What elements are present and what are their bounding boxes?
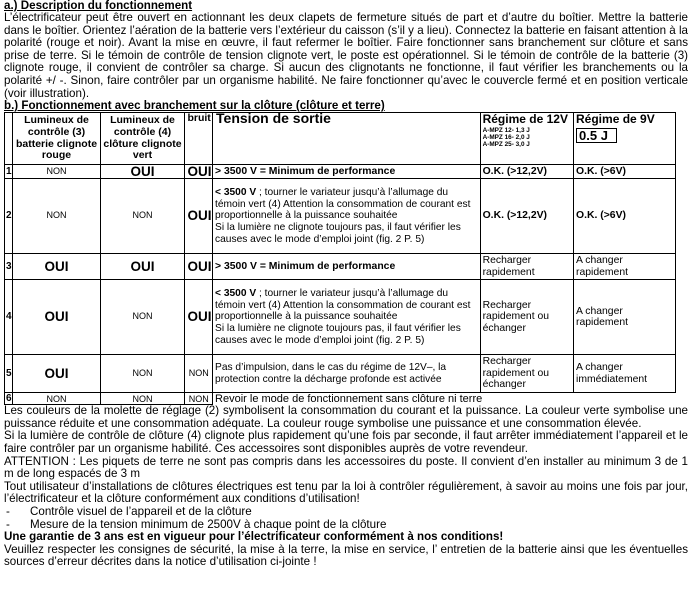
cell-regime-12v: Recharger rapidement ou échanger [480, 355, 573, 393]
cell-fence-light: OUI [100, 165, 185, 179]
cell-output-voltage [213, 179, 481, 254]
header-fence-light: Lumineux de contrôle (4) clôture clignote vert [100, 113, 185, 165]
cell-regime-9v: O.K. (>6V) [574, 165, 676, 179]
dash-bullet: - [6, 517, 10, 531]
header-output-voltage: Tension de sortie [213, 113, 481, 165]
table-row [5, 280, 676, 355]
row-number: 6 [5, 392, 12, 404]
check-list [4, 506, 688, 531]
header-battery-light: Lumineux de contrôle (3) batterie clignote rouge [13, 113, 100, 165]
regime-9v-label: Régime de 9V [576, 112, 655, 127]
row-number: 1 [5, 165, 12, 177]
table-row [5, 254, 676, 280]
cell-battery-light: OUI [13, 254, 100, 280]
paragraph-fence-light: Si la lumière de contrôle de clôture (4) clignote plus rapidement qu’une fois par seconde, il faut arrêter immédiatement l’appareil et le faire contrôler par un organisme habilité. Ces accessoires sont disponibles auprès de votre revendeur. [4, 429, 688, 455]
cell-output-voltage: Revoir le mode de fonctionnement sans clôture ni terre [213, 393, 676, 405]
check-text: Contrôle visuel de l’appareil et de la clôture [30, 504, 252, 518]
paragraph-attention: ATTENTION : Les piquets de terre ne sont pas compris dans les accessoires du poste. Il convient d’en installer au minimum 3 de 1 m de long espacés de 3 m [4, 454, 688, 481]
voltage-instruction: ; tourner le variateur jusqu’à l’allumage du témoin vert (4) Attention la consommation de courant est proportionnelle à la puissance souhaitée [215, 187, 471, 222]
section-b-title: b.) Fonctionnement avec branchement sur la clôture (clôture et terre) [4, 99, 385, 113]
cell-regime-12v: Recharger rapidement ou échanger [480, 280, 573, 355]
cell-fence-light: NON [100, 179, 185, 254]
voltage-instruction: ; tourner le variateur jusqu’à l’allumage du témoin vert (4) Attention la consommation de courant est proportionnelle à la puissance souhaitée [215, 288, 471, 323]
row-number: 5 [5, 355, 13, 393]
cell-output-voltage [213, 280, 481, 355]
cell-noise: OUI [185, 280, 213, 355]
cell-output-voltage: > 3500 V = Minimum de performance [213, 165, 481, 179]
voltage-threshold: < 3500 V [215, 187, 257, 199]
cell-fence-light: OUI [100, 254, 185, 280]
cell-fence-light: NON [100, 280, 185, 355]
table-row [5, 165, 676, 179]
cell-regime-12v: O.K. (>12,2V) [480, 179, 573, 254]
cell-noise: NON [185, 355, 213, 393]
cell-fence-light: NON [100, 355, 185, 393]
list-item [4, 519, 688, 532]
energy-box: 0.5 J [576, 128, 617, 143]
cell-regime-9v: O.K. (>6V) [574, 179, 676, 254]
model-line: A-MPZ 12- 1,3 J [482, 127, 530, 135]
header-regime-9v [574, 113, 676, 165]
dash-bullet: - [6, 504, 10, 518]
paragraph-final: Veuillez respecter les consignes de sécurité, la mise à la terre, la mise en service, l’ entretien de la batterie ainsi que les éventuelles sources d’erreur décrites dans la notice d’utilisation ci-jointe ! [4, 542, 688, 569]
model-line: A-MPZ 16- 2,0 J [482, 134, 530, 142]
cell-fence-light: NON [100, 393, 185, 405]
cell-output-voltage: > 3500 V = Minimum de performance [213, 254, 481, 280]
section-a-text: L’électrificateur peut être ouvert en actionnant les deux clapets de fermeture situés de part et d’autre du boîtier. Mettre la batterie dans le boîtier. Orientez l’aération de la batterie vers l’extérieur du caisson (s’il y a lieu). Connectez la batterie en faisant attention à la polarité (rouge et noir). Avant la mise en œuvre, il faut refermer le boîtier. Faire fonctionner sans branchement sur clôture et sans prise de terre. Si le témoin de contrôle de tension clignote vert, le poste est opérationnel. Si le témoin de contrôle de la batterie (3) clignote rouge, il convient de contrôler sa charge. Si aucun des clignotants ne fonctionne, il faut vérifier les branchements ou la polarité +/ -. Sinon, faire contrôler par un organisme habilité. Ne faire fonctionner qu’avec le couvercle fermé et en position verticale (voir illustration). [4, 11, 688, 100]
cell-regime-9v: A changer rapidement [574, 280, 676, 355]
table-header-row [5, 113, 676, 165]
header-num [5, 113, 13, 165]
voltage-threshold: < 3500 V [215, 288, 257, 300]
cell-regime-9v: A changer rapidement [574, 254, 676, 280]
cell-noise: OUI [185, 254, 213, 280]
cell-regime-12v: O.K. (>12,2V) [480, 165, 573, 179]
cell-noise: NON [185, 393, 213, 405]
regime-12v-label: Régime de 12V [482, 112, 568, 127]
section-a-title: a.) Description du fonctionnement [4, 0, 193, 12]
cell-battery-light: OUI [13, 355, 100, 393]
voltage-followup: Si la lumière ne clignote toujours pas, il faut vérifier les causes avec le mode d’emploi joint (fig. 2 P. 5) [215, 322, 461, 346]
cell-noise: OUI [185, 165, 213, 179]
header-noise: bruit [185, 113, 213, 165]
row-number: 4 [5, 280, 13, 355]
check-text: Mesure de la tension minimum de 2500V à chaque point de la clôture [30, 517, 387, 531]
guarantee-notice: Une garantie de 3 ans est en vigueur pour l’électrificateur conformément à nos conditions! [4, 530, 504, 544]
row-number: 3 [5, 254, 13, 280]
cell-regime-12v: Recharger rapidement [480, 254, 573, 280]
header-regime-12v [480, 113, 573, 165]
cell-regime-9v: A changer immédiatement [574, 355, 676, 393]
row-number: 2 [5, 179, 13, 254]
paragraph-legal: Tout utilisateur d’installations de clôtures électriques est tenu par la loi à contrôler régulièrement, à savoir au moins une fois par jour, l’électrificateur et la clôture conformément aux conditions d’utilisation! [4, 479, 688, 506]
table-row [5, 393, 676, 405]
status-table [4, 112, 676, 405]
voltage-followup: Si la lumière ne clignote toujours pas, il faut vérifier les causes avec le mode d’emploi joint (fig. 2 P. 5) [215, 221, 461, 245]
cell-battery-light: NON [13, 393, 100, 405]
cell-output-voltage: Pas d’impulsion, dans le cas du régime de 12V–, la protection contre la décharge profonde est activée [213, 355, 481, 393]
table-row [5, 179, 676, 254]
model-line: A-MPZ 25- 3,0 J [482, 141, 530, 149]
cell-battery-light: NON [13, 179, 100, 254]
cell-battery-light: NON [13, 165, 100, 179]
cell-battery-light: OUI [13, 280, 100, 355]
table-row [5, 355, 676, 393]
cell-noise: OUI [185, 179, 213, 254]
paragraph-colors: Les couleurs de la molette de réglage (2) symbolisent la consommation du courant et la puissance. La couleur verte symbolise une puissance réduite et une consommation adéquate. La couleur rouge symbolise une puissance et une consommation élevée. [4, 404, 688, 430]
